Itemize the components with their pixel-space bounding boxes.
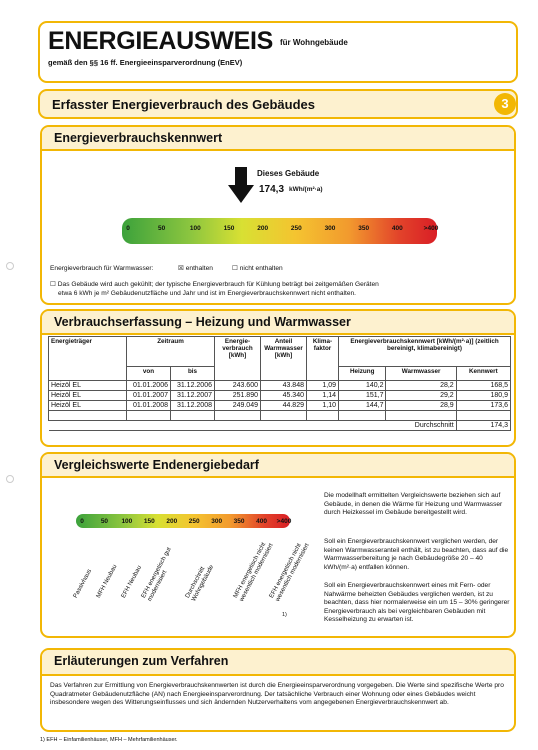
vergleich-heading: Vergleichswerte Endenergiebedarf [54, 458, 259, 472]
kennwert-header [42, 127, 514, 151]
col-kennwert-group: Energieverbrauchskennwert [kWh/(m²·a)] (zeitlich bereinigt, klimabereinigt) [339, 337, 511, 367]
col-warmwasser: Warmwasser [386, 367, 456, 381]
cell-kennwert: 168,5 [456, 381, 510, 391]
cell-energie: 243.600 [215, 381, 261, 391]
scale-tick-label: 200 [257, 225, 269, 232]
erlaeuterung-heading: Erläuterungen zum Verfahren [54, 654, 229, 668]
footer-note: 1) EFH – Einfamilienhäuser, MFH – Mehrfamilienhäuser. [40, 737, 178, 743]
cell-energie: 251.890 [215, 391, 261, 401]
cell-anteil: 44.829 [261, 401, 307, 411]
warmwasser-nicht-label: nicht enthalten [239, 265, 283, 272]
durchschnitt-label: Durchschnitt [49, 421, 457, 431]
document-title: ENERGIEAUSWEIS [48, 27, 273, 55]
scale-tick-label: 300 [324, 225, 336, 232]
comparison-category-label: EFH Neubau [120, 564, 143, 600]
col-energie: Energie-verbrauch [kWh] [215, 337, 261, 381]
footnote-mark: 1) [282, 612, 287, 618]
erlaeuterung-box [40, 648, 516, 732]
erlaeuterung-header [42, 650, 514, 676]
cell-bis: 31.12.2007 [171, 391, 215, 401]
scale-tick-label: 350 [233, 518, 245, 525]
cell-heizung: 144,7 [339, 401, 386, 411]
durchschnitt-value: 174,3 [456, 421, 510, 431]
scale-tick-label: 350 [358, 225, 370, 232]
scale-tick-label: >400 [423, 225, 439, 232]
marker-unit: kWh/(m²·a) [289, 186, 323, 193]
col-zeitraum: Zeitraum [127, 337, 215, 367]
kuehlung-line2: etwa 6 kWh je m² Gebäudenutzfläche und Jahr und ist im Energieverbrauchskennwert nicht enthalten. [58, 289, 356, 297]
cell-kennwert: 173,6 [456, 401, 510, 411]
section-title: Erfasster Energieverbrauch des Gebäudes [52, 97, 316, 112]
cell-heizung: 140,2 [339, 381, 386, 391]
cell-anteil: 45.340 [261, 391, 307, 401]
scale-tick-label: 400 [391, 225, 403, 232]
cell-bis: 31.12.2006 [171, 381, 215, 391]
scale-tick-label: 250 [188, 518, 200, 525]
cell-bis: 31.12.2008 [171, 401, 215, 411]
table-row [49, 391, 511, 401]
verbrauch-box [40, 309, 516, 447]
cell-klima: 1,14 [307, 391, 339, 401]
cell-traeger: Heizöl EL [49, 381, 127, 391]
down-arrow-icon [228, 167, 254, 203]
title-box [38, 21, 518, 83]
comparison-category-label: MFH Neubau [95, 563, 119, 600]
table-row [49, 381, 511, 391]
scale-tick-label: 50 [100, 518, 109, 525]
kuehlung-checkbox-icon[interactable]: ☐ [50, 281, 56, 288]
table-row-average [49, 421, 511, 431]
warmwasser-enthalten-label: enthalten [185, 265, 213, 272]
col-heizung: Heizung [339, 367, 386, 381]
col-bis: bis [171, 367, 215, 381]
marker-label: Dieses Gebäude [257, 169, 320, 178]
col-kennwert: Kennwert [456, 367, 510, 381]
document-subtitle: gemäß den §§ 16 ff. Energieeinsparverordnung (EnEV) [48, 58, 243, 67]
scale-tick-label: 50 [158, 225, 166, 232]
table-row [49, 401, 511, 411]
comparison-category-label: EFH energetisch gut modernisiert [140, 546, 173, 603]
scale-tick-label: 100 [189, 225, 201, 232]
vergleich-header [42, 454, 514, 478]
warmwasser-enthalten-option[interactable] [178, 265, 213, 274]
punch-hole-bottom [6, 475, 14, 483]
kuehlung-note [50, 281, 505, 298]
document-title-suffix: für Wohngebäude [280, 38, 348, 47]
cell-klima: 1,10 [307, 401, 339, 411]
cell-von: 01.01.2007 [127, 391, 171, 401]
cell-energie: 249.049 [215, 401, 261, 411]
scale-tick-label: 0 [80, 518, 84, 525]
cell-von: 01.01.2006 [127, 381, 171, 391]
cell-von: 01.01.2008 [127, 401, 171, 411]
cell-heizung: 151,7 [339, 391, 386, 401]
cell-traeger: Heizöl EL [49, 401, 127, 411]
kennwert-heading: Energieverbrauchskennwert [54, 131, 223, 145]
scale-tick-label: >400 [276, 518, 292, 525]
erlaeuterung-text: Das Verfahren zur Ermittlung von Energieverbrauchskennwerten ist durch die Energieeinsparverordnung vorgegeben. Die Werte sind spezifische Werte pro Quadratmeter Gebäudenutzfläche (AN) nach Energieeinsparverordnung. Der tatsächliche Verbrauch einer Wohnung oder eines Gebäudes weicht insbesondere wegen des Witterungseinflusses und sich ändernden Nutzerverhaltens vom angegebenen Energieverbrauchskennwert ab. [50, 682, 504, 706]
cell-kennwert: 180,9 [456, 391, 510, 401]
scale-tick-label: 250 [290, 225, 302, 232]
page-number-badge: 3 [494, 93, 516, 115]
energy-scale-bar [122, 218, 437, 244]
cell-klima: 1,09 [307, 381, 339, 391]
verbrauch-header [42, 311, 514, 335]
section-header [38, 89, 518, 119]
comparison-category-label: Passivhaus [72, 568, 94, 600]
col-von: von [127, 367, 171, 381]
table-row-empty [49, 411, 511, 421]
verbrauch-table [48, 336, 511, 431]
punch-hole-top [6, 262, 14, 270]
checked-box-icon: ☒ [178, 265, 184, 272]
scale-tick-label: 400 [256, 518, 267, 525]
warmwasser-nicht-option[interactable] [232, 265, 283, 274]
scale-tick-label: 100 [121, 518, 133, 525]
cell-warmwasser: 28,9 [386, 401, 456, 411]
vergleich-box [40, 452, 516, 638]
marker-value: 174,3 [259, 184, 285, 195]
col-klima: Klima-faktor [307, 337, 339, 381]
vergleich-text-1: Die modellhaft ermittelten Vergleichswerte beziehen sich auf Gebäude, in denen die Wärme für Heizung und Warmwasser durch Heizkessel im Gebäude bereitgestellt wird. [324, 492, 503, 516]
comparison-category-label: EFH energetisch nicht wesentlich modernisiert [268, 542, 311, 603]
scale-tick-label: 150 [223, 225, 235, 232]
col-traeger: Energieträger [49, 337, 127, 381]
cell-warmwasser: 29,2 [386, 391, 456, 401]
vergleich-text-2: Soll ein Energieverbrauchskennwert verglichen werden, der keinen Warmwasseranteil enthält, ist zu beachten, dass auf die Warmwasserbereitung je nach Gebäudegröße 20 – 40 kWh/(m²·a) entfallen können. [324, 538, 509, 571]
comparison-category-label: MFH energetisch nicht wesentlich modernisiert [232, 541, 275, 603]
scale-tick-label: 200 [166, 518, 178, 525]
scale-tick-label: 0 [126, 225, 130, 232]
kennwert-box [40, 125, 516, 305]
scale-tick-label: 150 [143, 518, 155, 525]
cell-traeger: Heizöl EL [49, 391, 127, 401]
col-anteil: Anteil Warmwasser [kWh] [261, 337, 307, 381]
cell-warmwasser: 28,2 [386, 381, 456, 391]
unchecked-box-icon: ☐ [232, 265, 238, 272]
cell-anteil: 43.848 [261, 381, 307, 391]
warmwasser-label: Energieverbrauch für Warmwasser: [50, 265, 154, 272]
scale-tick-label: 300 [211, 518, 223, 525]
comparison-category-label: Durchschnitt Wohngebäude [184, 563, 216, 603]
verbrauch-heading: Verbrauchserfassung – Heizung und Warmwasser [54, 315, 351, 329]
vergleich-text-3: Soll ein Energieverbrauchskennwert eines mit Fern- oder Nahwärme beheizten Gebäudes verglichen werden, ist zu beachten, dass hier normalerweise ein um 15 – 30% geringerer Energieverbrauch als bei vergleichbaren Gebäuden mit Kesselheizung zu erwarten ist. [324, 582, 510, 623]
kuehlung-line1: Das Gebäude wird auch gekühlt; der typische Energieverbrauch für Kühlung beträgt bei zeitgemäßen Geräten [57, 281, 379, 288]
